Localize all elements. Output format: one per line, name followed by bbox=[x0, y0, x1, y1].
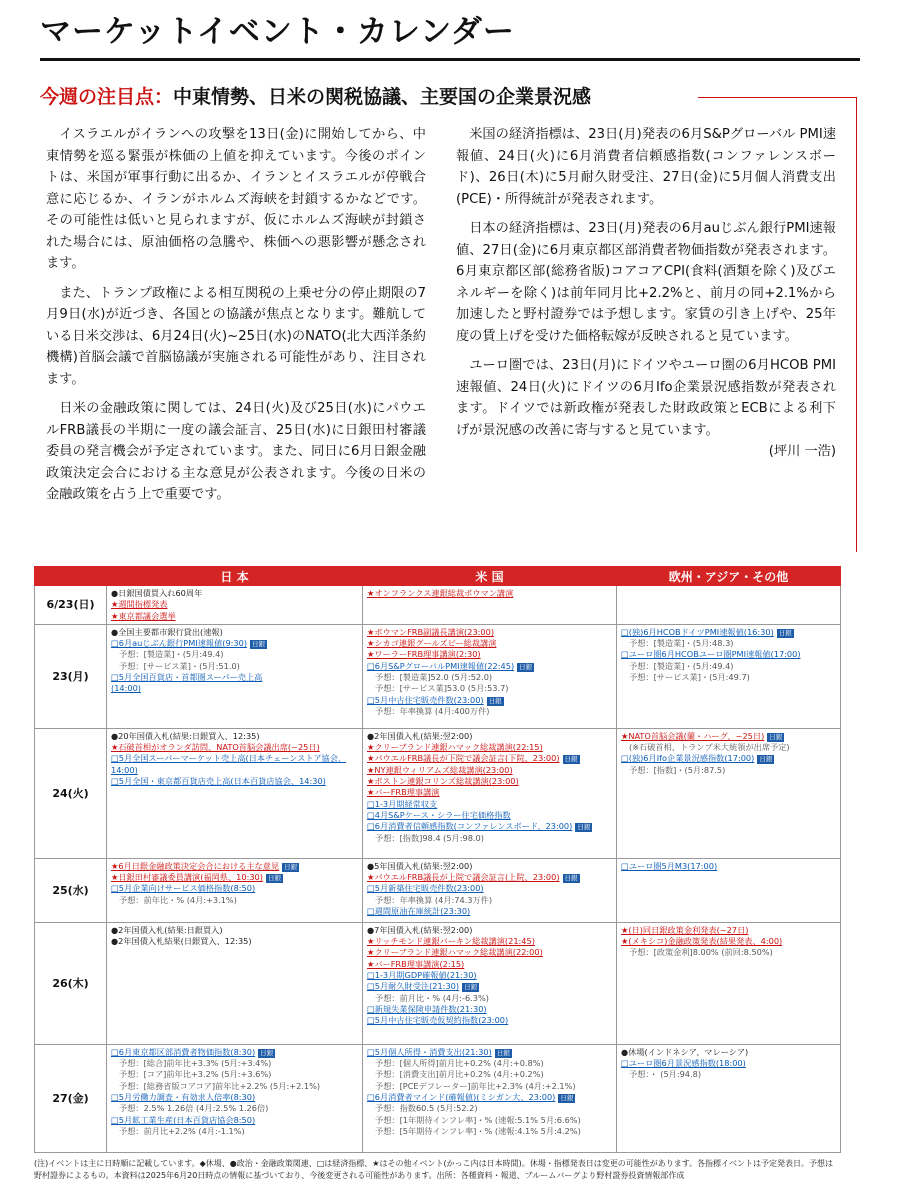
paragraph: イスラエルがイランへの攻撃を13日(金)に開始してから、中東情勢を巡る緊張が株価の上値を抑えています。今後のポイントは、米国が軍事行動に出るか、イランとイスラエルが停戦合意に応じるか、イランがホルムズ海峡を封鎖するかなどです。その可能性は低いと見られますが、仮にホルムズ海峡が封鎖された場合には、原油価格の急騰や、株価への悪影響が懸念されます。 bbox=[46, 127, 426, 271]
event-text: 予想：年率換算 (4月:400万件) bbox=[375, 705, 490, 716]
event-text: ●2年国債入札(結果:翌2:00) bbox=[367, 730, 473, 741]
calendar-row bbox=[35, 858, 841, 922]
event-text: 予想：年率換算 (4月:74.3万件) bbox=[375, 894, 493, 905]
event-text: (※石破首相、トランプ米大統領が出席予定) bbox=[629, 742, 790, 753]
event-text: □5月耐久財受注(21:30) bbox=[367, 981, 460, 992]
event-text: ★NY連銀ウィリアムズ総裁講演(23:00) bbox=[367, 764, 513, 775]
event-item bbox=[367, 695, 612, 706]
attention-badge: 日銀 bbox=[577, 823, 591, 832]
event-item bbox=[367, 787, 612, 798]
event-text: □5月中古住宅販売仮契約指数(23:00) bbox=[367, 1015, 509, 1026]
event-item bbox=[111, 611, 358, 622]
event-text: 予想：[総合]前年比+3.3% (5月:+3.4%) bbox=[119, 1058, 272, 1069]
calendar-cell-us bbox=[363, 728, 617, 858]
calendar-cell-us bbox=[363, 922, 617, 1044]
event-item bbox=[621, 731, 836, 742]
event-item bbox=[111, 776, 358, 787]
event-forecast bbox=[621, 1069, 836, 1080]
event-text: ★バーFRB理事講演 bbox=[367, 787, 440, 798]
event-forecast bbox=[111, 1103, 358, 1114]
event-item bbox=[367, 1092, 612, 1103]
event-item bbox=[111, 925, 358, 936]
event-item bbox=[367, 627, 612, 638]
event-text: □新規失業保険申請件数(21:30) bbox=[367, 1003, 487, 1014]
event-forecast bbox=[367, 706, 612, 717]
event-item bbox=[367, 959, 612, 970]
event-text: □週間原油在庫統計(23:30) bbox=[367, 906, 471, 917]
page-title: マーケットイベント・カレンダー bbox=[40, 14, 515, 50]
event-item bbox=[111, 872, 358, 883]
event-text: 予想：[政策金利]8.00% (前回:8.50%) bbox=[629, 947, 773, 958]
attention-badge: 日銀 bbox=[564, 755, 578, 764]
event-text: □5月中古住宅販売件数(23:00) bbox=[367, 694, 484, 705]
event-text: □(独)6月Ifo企業景況感指数(17:00) bbox=[621, 753, 755, 764]
event-item bbox=[367, 981, 612, 992]
event-forecast bbox=[621, 947, 836, 958]
event-forecast bbox=[367, 895, 612, 906]
event-text: ★ボストン連銀コリンズ総裁講演(23:00) bbox=[367, 776, 519, 787]
calendar-cell-eu bbox=[617, 728, 841, 858]
event-text: □(独)6月HCOBドイツPMI速報値(16:30) bbox=[621, 626, 774, 637]
event-item bbox=[367, 810, 612, 821]
event-forecast bbox=[111, 649, 358, 660]
event-forecast bbox=[367, 672, 612, 683]
event-forecast bbox=[367, 1081, 612, 1092]
paragraph: 日米の金融政策に関しては、24日(火)及び25日(水)にパウエルFRB議長の半期に一度の議会証言、25日(水)に日銀田村審議委員の発言機会が予定されています。また、同日に6月日銀金融政策決定会合における主な意見が公表されます。今後の日米の金融政策を占う上で重要です。 bbox=[46, 401, 426, 502]
event-forecast bbox=[367, 1058, 612, 1069]
event-item bbox=[367, 776, 612, 787]
paragraph: また、トランプ政権による相互関税の上乗せ分の停止期限の7月9日(水)が近づき、各国との協議が焦点となります。難航している日米交渉は、6月24日(火)~25日(水)のNATO(北大西洋条約機構)首脳会議で首脳協議が実施される可能性があり、注目されます。 bbox=[46, 285, 426, 387]
event-item bbox=[367, 1047, 612, 1058]
event-text: 予想：[個人所得]前月比+0.2% (4月:+0.8%) bbox=[375, 1058, 544, 1069]
event-text: ●5年国債入札(結果:翌2:00) bbox=[367, 860, 473, 871]
event-text: ★クリーブランド連銀ハマック総裁講演(22:15) bbox=[367, 742, 543, 753]
attention-badge: 日銀 bbox=[519, 662, 533, 671]
event-forecast bbox=[621, 661, 836, 672]
event-text: ★パウエルFRB議長が下院で議会証言(下院、23:00) bbox=[367, 753, 560, 764]
event-text: □5月全国・東京都百貨店売上高(日本百貨店協会、14:30) bbox=[111, 776, 326, 787]
title-divider bbox=[40, 58, 860, 61]
event-item bbox=[621, 1047, 836, 1058]
event-item bbox=[621, 925, 836, 936]
event-item bbox=[111, 599, 358, 610]
event-item bbox=[367, 765, 612, 776]
calendar-cell-jp bbox=[107, 1044, 363, 1152]
event-item bbox=[367, 753, 612, 764]
attention-badge: 日銀 bbox=[496, 1048, 510, 1057]
calendar-date: 25(水) bbox=[35, 858, 107, 922]
event-text: □1-3月期GDP確報値(21:30) bbox=[367, 970, 477, 981]
calendar-cell-eu bbox=[617, 624, 841, 728]
event-item bbox=[367, 906, 612, 917]
calendar-date: 27(金) bbox=[35, 1044, 107, 1152]
event-item bbox=[367, 970, 612, 981]
calendar-cell-eu bbox=[617, 1044, 841, 1152]
event-item bbox=[621, 861, 836, 872]
event-text: 予想：[PCEデフレーター]前年比+2.3% (4月:+2.1%) bbox=[375, 1080, 576, 1091]
event-text: □4月S&Pケース・シラー住宅価格指数 bbox=[367, 809, 511, 820]
calendar-cell-jp bbox=[107, 728, 363, 858]
event-text: □6月東京都区部消費者物価指数(8:30) bbox=[111, 1046, 256, 1057]
event-text: ★6月日銀金融政策決定会合における主な意見 bbox=[111, 860, 280, 871]
event-text: ★シカゴ連銀グールズビー総裁講演 bbox=[367, 638, 497, 649]
event-text: ★NATO首脳会議(蘭・ハーグ、~25日) bbox=[621, 730, 765, 741]
author-signature: (坪川 一浩) bbox=[768, 444, 836, 459]
event-item bbox=[111, 588, 358, 599]
event-text: 予想：[消費支出]前月比+0.2% (4月:+0.2%) bbox=[375, 1069, 544, 1080]
event-forecast bbox=[621, 672, 836, 683]
paragraph: 米国の経済指標は、23日(月)発表の6月S&Pグローバル PMI速報値、24日(火)に6月消費者信頼感指数(コンファレンスボード)、26日(木)に5月耐久財受注、27日(金)に5月個人消費支出(PCE)・所得統計が発表されます。 bbox=[456, 127, 836, 207]
event-item bbox=[367, 638, 612, 649]
event-text: (14:00) bbox=[111, 683, 141, 694]
event-text: ★バーFRB理事講演(2:15) bbox=[367, 958, 465, 969]
event-item bbox=[367, 947, 612, 958]
event-item bbox=[367, 1004, 612, 1015]
event-text: 予想：2.5% 1.26倍 (4月:2.5% 1.26倍) bbox=[119, 1103, 269, 1114]
event-item bbox=[367, 588, 612, 599]
event-item bbox=[111, 936, 358, 947]
event-item bbox=[111, 883, 358, 894]
event-text: ★ワーラーFRB理事講演(2:30) bbox=[367, 649, 481, 660]
calendar-body bbox=[35, 586, 841, 1153]
attention-badge: 日銀 bbox=[284, 862, 298, 871]
event-item bbox=[621, 1058, 836, 1069]
calendar-cell-jp bbox=[107, 922, 363, 1044]
event-item bbox=[111, 1115, 358, 1126]
corner-cell bbox=[35, 567, 107, 586]
event-item bbox=[367, 872, 612, 883]
event-item bbox=[367, 1015, 612, 1026]
calendar-cell-us bbox=[363, 624, 617, 728]
event-text: 予想：[サービス業]53.0 (5月:53.7) bbox=[375, 683, 509, 694]
event-text: ★(メキシコ)金融政策発表(結果発表、4:00) bbox=[621, 936, 783, 947]
event-text: □5月労働力調査・有効求人倍率(8:30) bbox=[111, 1092, 256, 1103]
header-japan: 日 本 bbox=[107, 567, 363, 586]
calendar-date: 24(火) bbox=[35, 728, 107, 858]
event-text: ★リッチモンド連銀バーキン総裁講演(21:45) bbox=[367, 936, 535, 947]
event-text: □6月S&PグローバルPMI速報値(22:45) bbox=[367, 660, 515, 671]
event-text: ●7年国債入札(結果:翌2:00) bbox=[367, 924, 473, 935]
calendar-cell-us bbox=[363, 858, 617, 922]
event-text: 予想：[サービス業]・(5月:49.7) bbox=[629, 672, 750, 683]
event-forecast bbox=[621, 742, 836, 753]
event-forecast bbox=[367, 993, 612, 1004]
attention-badge: 日銀 bbox=[769, 732, 783, 741]
event-item bbox=[367, 821, 612, 832]
event-forecast bbox=[111, 1058, 358, 1069]
event-text: ★週間指標発表 bbox=[111, 599, 168, 610]
event-text: ★石破首相がオランダ訪問、NATO首脳会議出席(~25日) bbox=[111, 742, 320, 753]
event-text: ★東京都議会選挙 bbox=[111, 610, 176, 621]
event-text: ●2年国債入札結果(日銀買入、12:35) bbox=[111, 936, 252, 947]
event-item bbox=[367, 649, 612, 660]
event-item bbox=[111, 672, 358, 683]
event-text: 予想：・ (5月:94.8) bbox=[629, 1069, 702, 1080]
event-item bbox=[367, 936, 612, 947]
calendar-date: 23(月) bbox=[35, 624, 107, 728]
event-forecast bbox=[367, 1069, 612, 1080]
event-text: □5月全国百貨店・首都圏スーパー売上高 bbox=[111, 672, 263, 683]
calendar-row bbox=[35, 728, 841, 858]
event-forecast bbox=[367, 1115, 612, 1126]
attention-badge: 日銀 bbox=[759, 755, 773, 764]
event-item bbox=[367, 742, 612, 753]
event-text: ●2年国債入札(結果:日銀買入) bbox=[111, 924, 223, 935]
event-forecast bbox=[111, 1126, 358, 1137]
highlight-text: 中東情勢、日米の関税協議、主要国の企業景況感 bbox=[173, 86, 592, 108]
event-forecast bbox=[367, 833, 612, 844]
event-text: ★日銀田村審議委員講演(福岡県、10:30) bbox=[111, 872, 263, 883]
event-forecast bbox=[621, 638, 836, 649]
calendar-cell-jp bbox=[107, 586, 363, 625]
calendar-cell-eu bbox=[617, 922, 841, 1044]
attention-badge: 日銀 bbox=[464, 983, 478, 992]
accent-rule-vertical bbox=[856, 97, 857, 552]
paragraph: 日本の経済指標は、23日(月)発表の6月auじぶん銀行PMI速報値、27日(金)に6月東京都区部消費者物価指数が発表されます。6月東京都区部(総務省版)コアコアCPI(食料(酒類を除く)及びエネルギーを除く)は前年同月比+2.2%と、前月の同+2.1%から加速したと野村證券では予想します。家賃の引き上げや、25年度の賃上げを受けた価格転嫁が反映されると見ています。 bbox=[456, 221, 836, 344]
highlight-lead: 今週の注目点： bbox=[40, 86, 174, 108]
event-text: ★(日)同日銀政策金利発表(~27日) bbox=[621, 924, 749, 935]
event-text: 予想：[サービス業]・(5月:51.0) bbox=[119, 660, 240, 671]
calendar-cell-eu bbox=[617, 586, 841, 625]
event-text: ●休場(インドネシア、マレーシア) bbox=[621, 1046, 749, 1057]
event-item bbox=[111, 753, 358, 776]
event-item bbox=[621, 627, 836, 638]
event-item bbox=[367, 661, 612, 672]
calendar-date: 6/23(日) bbox=[35, 586, 107, 625]
event-text: ★オンフランクス連銀総裁ボウマン講演 bbox=[367, 588, 514, 598]
event-text: 予想：[製造業]・(5月:49.4) bbox=[629, 660, 734, 671]
event-text: 予想：[コア]前年比+3.2% (5月:+3.6%) bbox=[119, 1069, 272, 1080]
event-text: □1-3月期経常収支 bbox=[367, 798, 438, 809]
event-text: □5月企業向けサービス価格指数(8:50) bbox=[111, 883, 256, 894]
event-forecast bbox=[367, 683, 612, 694]
event-text: 予想：[製造業]・(5月:49.4) bbox=[119, 649, 224, 660]
calendar-cell-jp bbox=[107, 858, 363, 922]
event-text: 予想：[指数]・(5月:87.5) bbox=[629, 764, 726, 775]
footnote: (注)イベントは主に日時順に記載しています。◆休場、●政治・金融政策関連、□は経済指標、★はその他イベント(かっこ内は日本時間)。休場・指標発表日は変更の可能性があります。各指標イベントは予定発表日。予想は野村證券によるもの。本資料は2025年6月20日時点の情報に基づいており、今後変更される可能性があります。出所：各種資料・報道、ブルームバーグより野村證券投資情報部作成 bbox=[34, 1159, 834, 1180]
event-item bbox=[111, 683, 358, 694]
event-calendar-table bbox=[34, 566, 841, 1153]
header-us: 米 国 bbox=[363, 567, 617, 586]
event-item bbox=[367, 861, 612, 872]
calendar-date: 26(木) bbox=[35, 922, 107, 1044]
event-text: □6月auじぶん銀行PMI速報値(9:30) bbox=[111, 638, 248, 649]
event-forecast bbox=[367, 1103, 612, 1114]
event-item bbox=[621, 649, 836, 660]
event-item bbox=[111, 1047, 358, 1058]
event-text: □ユーロ圏5月M3(17:00) bbox=[621, 860, 718, 871]
event-item bbox=[111, 731, 358, 742]
event-text: 予想：前年比・% (4月:+3.1%) bbox=[119, 894, 237, 905]
event-text: 予想：前月比・% (4月:-6.3%) bbox=[375, 992, 489, 1003]
event-item bbox=[367, 731, 612, 742]
attention-badge: 日銀 bbox=[564, 874, 578, 883]
event-item bbox=[367, 799, 612, 810]
event-item bbox=[367, 883, 612, 894]
event-forecast bbox=[111, 1069, 358, 1080]
weekly-highlight-heading bbox=[40, 82, 591, 109]
event-forecast bbox=[111, 1081, 358, 1092]
event-text: ★パウエルFRB議長が上院で議会証言(上院、23:00) bbox=[367, 872, 560, 883]
commentary-body bbox=[46, 124, 836, 554]
event-text: 予想：[指数]98.4 (5月:98.0) bbox=[375, 832, 484, 843]
calendar-cell-jp bbox=[107, 624, 363, 728]
attention-badge: 日銀 bbox=[560, 1094, 574, 1103]
event-text: □6月消費者マインド(確報値)(ミシガン大、23:00) bbox=[367, 1092, 556, 1103]
event-forecast bbox=[111, 895, 358, 906]
calendar-cell-us bbox=[363, 1044, 617, 1152]
event-item bbox=[111, 742, 358, 753]
attention-badge: 日銀 bbox=[267, 874, 281, 883]
event-text: □5月新築住宅販売件数(23:00) bbox=[367, 883, 484, 894]
event-text: □5月鉱工業生産(日本百貨店協会8:50) bbox=[111, 1114, 256, 1125]
event-text: □ユーロ圏6月HCOBユーロ圏PMI速報値(17:00) bbox=[621, 649, 801, 660]
event-item bbox=[111, 627, 358, 638]
calendar-row bbox=[35, 922, 841, 1044]
event-text: □ユーロ圏6月景況感指数(18:00) bbox=[621, 1058, 746, 1069]
event-text: ●日銀国債買入れ60周年 bbox=[111, 588, 203, 598]
event-item bbox=[621, 753, 836, 764]
calendar-row bbox=[35, 624, 841, 728]
event-text: □6月消費者信頼感指数(コンファレンスボード、23:00) bbox=[367, 821, 573, 832]
event-text: 予想：[製造業]・(5月:48.3) bbox=[629, 638, 734, 649]
event-text: 予想：[製造業]52.0 (5月:52.0) bbox=[375, 672, 493, 683]
event-text: ●全国主要都市銀行貸出(速報) bbox=[111, 626, 223, 637]
event-text: ●20年国債入札(結果:日銀買入、12:35) bbox=[111, 730, 260, 741]
event-text: 予想：前月比+2.2% (4月:-1.1%) bbox=[119, 1125, 245, 1136]
event-text: 予想：[5年期待インフレ率]・% (速報:4.1% 5月:4.2%) bbox=[375, 1125, 581, 1136]
attention-badge: 日銀 bbox=[260, 1048, 274, 1057]
event-text: 予想：[1年期待インフレ率]・% (速報:5.1% 5月:6.6%) bbox=[375, 1114, 581, 1125]
event-item bbox=[111, 1092, 358, 1103]
event-text: ★クリーブランド連銀ハマック総裁講演(22:00) bbox=[367, 947, 543, 958]
calendar-cell-eu bbox=[617, 858, 841, 922]
event-text: 予想：[総務省版コアコア]前年比+2.2% (5月:+2.1%) bbox=[119, 1080, 321, 1091]
attention-badge: 日銀 bbox=[778, 628, 792, 637]
event-forecast bbox=[367, 1126, 612, 1137]
calendar-row bbox=[35, 586, 841, 625]
event-forecast bbox=[621, 765, 836, 776]
event-item bbox=[621, 936, 836, 947]
event-text: ★ボウマンFRB副議長講演(23:00) bbox=[367, 626, 495, 637]
event-forecast bbox=[111, 661, 358, 672]
paragraph-text: ユーロ圏では、23日(月)にドイツやユーロ圏の6月HCOB PMI速報値、24日(火)にドイツの6月Ifo企業景況感指数が発表されます。ドイツでは新政権が発表した財政政策とECBによる利下げが景況感の改善に寄与すると見ています。 bbox=[456, 358, 836, 438]
event-item bbox=[367, 925, 612, 936]
calendar-row bbox=[35, 1044, 841, 1152]
event-text: □5月個人所得・消費支出(21:30) bbox=[367, 1046, 492, 1057]
attention-badge: 日銀 bbox=[488, 696, 502, 705]
calendar-cell-us bbox=[363, 586, 617, 625]
event-text: 予想：指数60.5 (5月:52.2) bbox=[375, 1103, 478, 1114]
header-europe-asia: 欧州・アジア・その他 bbox=[617, 567, 841, 586]
accent-rule-horizontal bbox=[698, 97, 856, 98]
event-text: □5月全国スーパーマーケット売上高(日本チェーンストア協会、14:00) bbox=[111, 753, 347, 775]
calendar-header-row bbox=[35, 567, 841, 586]
event-item bbox=[111, 861, 358, 872]
paragraph bbox=[456, 355, 836, 463]
event-item bbox=[111, 638, 358, 649]
attention-badge: 日銀 bbox=[252, 640, 266, 649]
